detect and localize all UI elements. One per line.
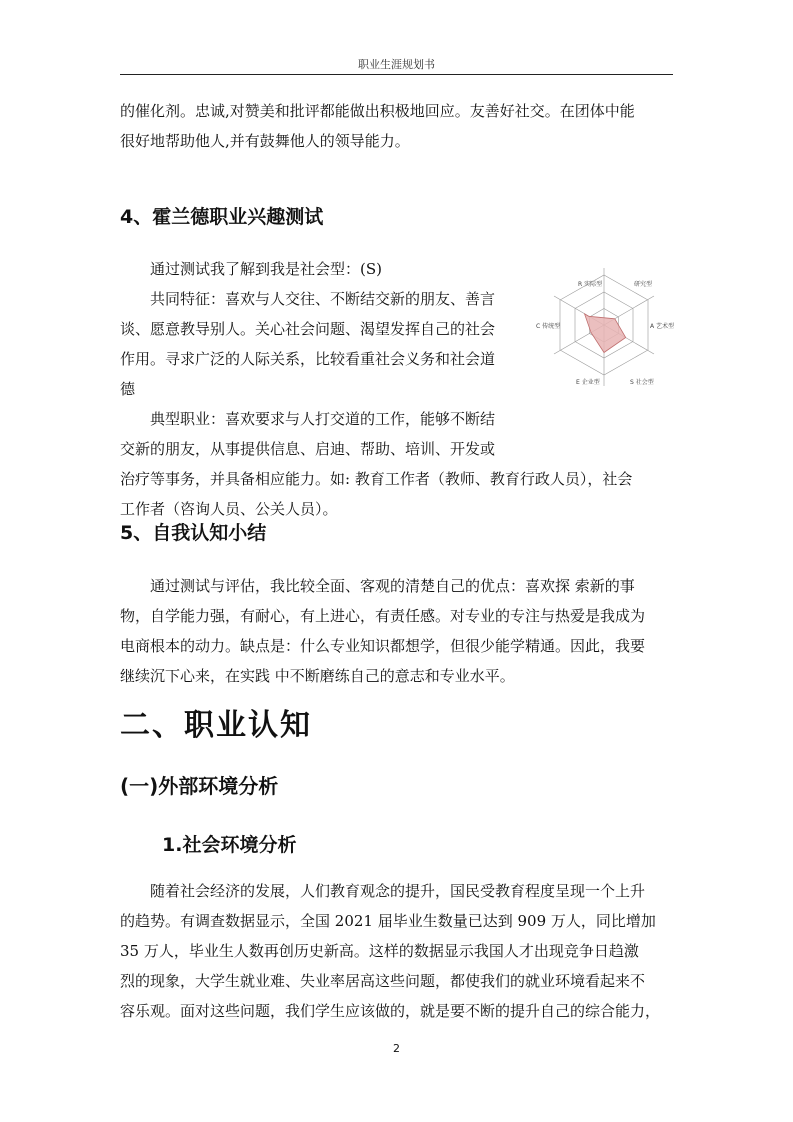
subsub-1-line-5: 容乐观。面对这些问题，我们学生应该做的，就是要不断的提升自己的综合能力， [120, 1002, 661, 1020]
subsub-1-line-1: 随着社会经济的发展，人们教育观念的提升，国民受教育程度呈现一个上升 [150, 882, 646, 900]
header-divider [120, 74, 673, 75]
page-header-title: 职业生涯规划书 [358, 58, 435, 71]
section-5-line-4: 继续沉下心来，在实践 中不断磨练自己的意志和专业水平。 [120, 667, 515, 685]
radar-label-r: R 实际型 [578, 281, 603, 288]
section-5-line-3: 电商根本的动力。缺点是：什么专业知识都想学，但很少能学精通。因此，我要 [120, 637, 646, 655]
radar-label-i: 研究型 [634, 281, 653, 288]
radar-data-area [585, 314, 626, 353]
section-5-heading: 5、自我认知小结 [120, 522, 267, 544]
section-4-line-7: 交新的朋友，从事提供信息、启迪、帮助、培训、开发或 [120, 440, 496, 458]
subsection-1-heading: (一)外部环境分析 [120, 774, 279, 798]
subsub-1-body [120, 876, 674, 1026]
holland-radar-chart [534, 258, 674, 408]
section-4-line-8: 治疗等事务，并具备相应能力。如: 教育工作者（教师、教育行政人员），社会 [120, 470, 633, 488]
subsub-1-line-2: 的趋势。有调查数据显示，全国 2021 届毕业生数量已达到 909 万人，同比增加 [120, 912, 656, 930]
subsub-1-line-3: 35 万人，毕业生人数再创历史新高。这样的数据显示我国人才出现竞争日趋激 [120, 942, 639, 960]
subsub-1-line-4: 烈的现象，大学生就业难、失业率居高这些问题，都使我们的就业环境看起来不 [120, 972, 646, 990]
section-4-heading: 4、霍兰德职业兴趣测试 [120, 206, 324, 228]
page-number: 2 [393, 1042, 400, 1055]
section-4-line-1: 通过测试我了解到我是社会型：(S) [150, 260, 382, 278]
radar-label-a: A 艺术型 [650, 323, 674, 330]
radar-label-e: E 企业型 [576, 379, 600, 386]
section-4-line-2: 共同特征：喜欢与人交往、不断结交新的朋友、善言 [150, 290, 496, 308]
section-5-body [120, 571, 674, 691]
section-4-line-5: 德 [120, 380, 136, 398]
section-4-line-3: 谈、愿意教导别人。关心社会问题、渴望发挥自己的社会 [120, 320, 496, 338]
section-4-line-6: 典型职业：喜欢要求与人打交道的工作，能够不断结 [150, 410, 496, 428]
subsub-1-heading: 1.社会环境分析 [162, 834, 297, 856]
section-5-line-1: 通过测试与评估，我比较全面、客观的清楚自己的优点：喜欢探 索新的事 [150, 577, 635, 595]
section-5-line-2: 物，自学能力强，有耐心，有上进心，有责任感。对专业的专注与热爱是我成为 [120, 607, 646, 625]
chapter-2-heading: 二、职业认知 [120, 708, 312, 743]
section-4-line-4: 作用。寻求广泛的人际关系，比较看重社会义务和社会道 [120, 350, 496, 368]
radar-label-s: S 社会型 [630, 379, 654, 386]
intro-line-2: 很好地帮助他人,并有鼓舞他人的领导能力。 [120, 132, 410, 150]
section-4-line-9: 工作者（咨询人员、公关人员）。 [120, 500, 338, 518]
intro-line-1: 的催化剂。忠诚,对赞美和批评都能做出积极地回应。友善好社交。在团体中能 [120, 102, 635, 120]
intro-paragraph [120, 96, 674, 156]
radar-label-c: C 传统型 [536, 323, 561, 330]
